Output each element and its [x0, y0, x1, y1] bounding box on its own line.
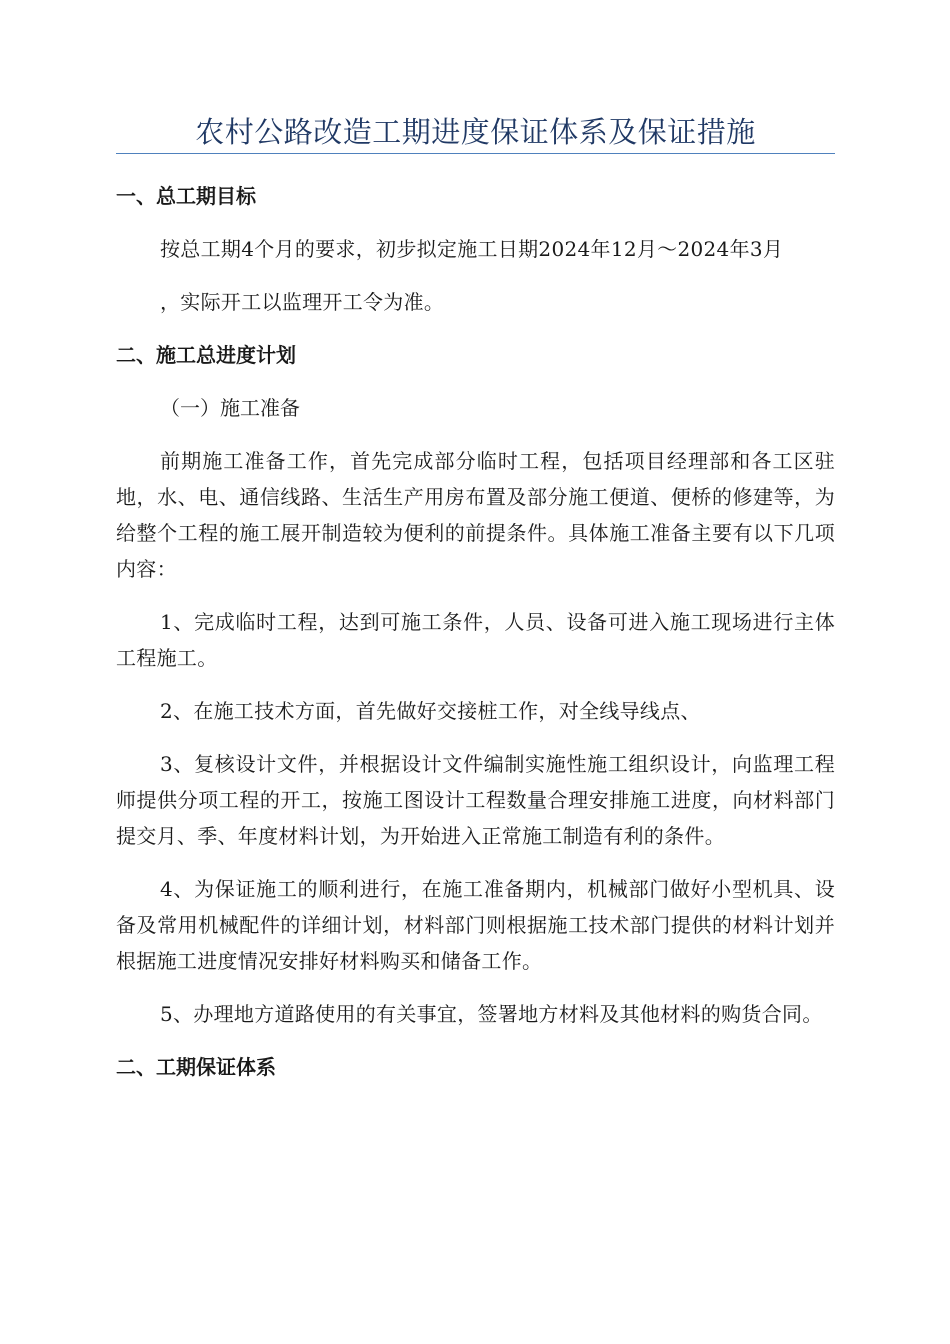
list-item-1: 1、完成临时工程，达到可施工条件，人员、设备可进入施工现场进行主体工程施工。: [116, 610, 835, 670]
section-heading-progress-plan: 二、施工总进度计划: [116, 343, 296, 367]
title-underline: [116, 153, 835, 154]
section-heading-total-schedule: 一、总工期目标: [116, 184, 256, 208]
list-item-5: 5、办理地方道路使用的有关事宜，签署地方材料及其他材料的购货合同。: [160, 1002, 823, 1026]
paragraph-preparation: 前期施工准备工作，首先完成部分临时工程，包括项目经理部和各工区驻地，水、电、通信线路、生活生产用房布置及部分施工便道、便桥的修建等，为给整个工程的施工展开制造较为便利的前提条件。具体施工准备主要有以下几项内容：: [116, 449, 835, 581]
paragraph-start-order: ，实际开工以监理开工令为准。: [160, 290, 445, 314]
document-title: 农村公路改造工期进度保证体系及保证措施: [195, 115, 756, 149]
section-heading-guarantee-system: 二、工期保证体系: [116, 1055, 276, 1079]
list-item-3: 3、复核设计文件，并根据设计文件编制实施性施工组织设计，向监理工程师提供分项工程的开工，按施工图设计工程数量合理安排施工进度，向材料部门提交月、季、年度材料计划，为开始进入正常施工制造有利的条件。: [116, 752, 835, 848]
subheading-preparation: （一）施工准备: [160, 396, 300, 420]
list-item-4: 4、为保证施工的顺利进行，在施工准备期内，机械部门做好小型机具、设备及常用机械配件的详细计划，材料部门则根据施工技术部门提供的材料计划并根据施工进度情况安排好材料购买和储备工作。: [116, 877, 835, 973]
paragraph-schedule: 按总工期4个月的要求，初步拟定施工日期2024年12月～2024年3月: [160, 237, 784, 261]
document-body: [116, 168, 835, 1102]
list-item-2: 2、在施工技术方面，首先做好交接桩工作，对全线导线点、: [160, 699, 701, 723]
